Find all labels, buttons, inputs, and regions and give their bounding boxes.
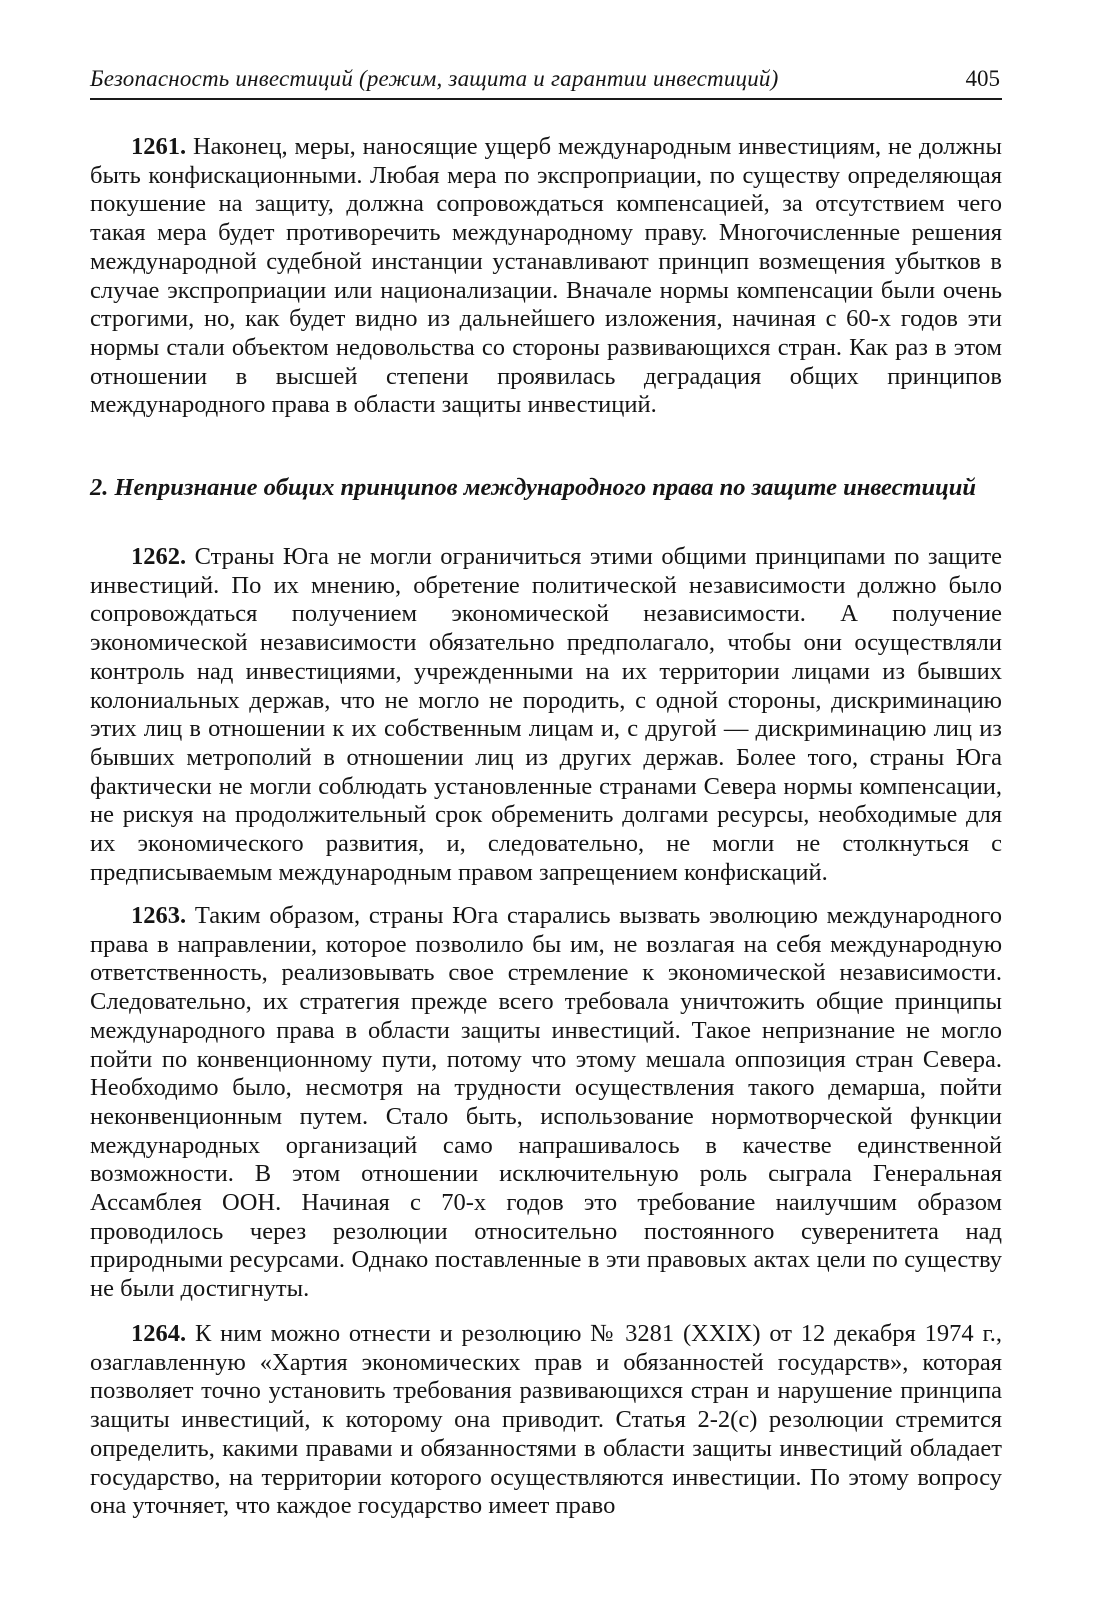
paragraph-text: Наконец, меры, наносящие ущерб международным инвестициям, не должны быть конфискационными. Любая мера по экспроприации, по существу определяющая покушение на защиту, должна сопровождаться компенсацией, за отсутствием чего такая мера будет противоречить международному праву. Многочисленные решения международной судебной инстанции устанавливают принцип возмещения убытков в случае экспроприации или национализации. Вначале нормы компенсации были очень строгими, но, как будет видно из дальнейшего изложения, начиная с 60-х годов эти нормы стали объектом недовольства со стороны развивающихся стран. Как раз в этом отношении в высшей степени проявилась деградация общих принципов международного права в области защиты инвестиций. bbox=[90, 133, 1002, 419]
paragraph-number: 1261. bbox=[131, 133, 187, 160]
paragraph-1261 bbox=[90, 133, 1002, 420]
paragraph-number: 1263. bbox=[131, 902, 187, 929]
paragraph-number: 1264. bbox=[131, 1320, 187, 1347]
paragraph-1264 bbox=[90, 1320, 1002, 1521]
paragraph-1263 bbox=[90, 902, 1002, 1304]
paragraph-text: К ним можно отнести и резолюцию № 3281 (XXIX) от 12 декабря 1974 г., озаглавленную «Хартия экономических прав и обязанностей государств», которая позволяет точно установить требования развивающихся стран и нарушение принципа защиты инвестиций, к которому она приводит. Статья 2-2(c) резолюции стремится определить, какими правами и обязанностями в области защиты инвестиций обладает государство, на территории которого осуществляются инвестиции. По этому вопросу она уточняет, что каждое государство имеет право bbox=[90, 1320, 1002, 1520]
page-number: 405 bbox=[965, 66, 1000, 91]
paragraph-1262 bbox=[90, 543, 1002, 887]
running-title: Безопасность инвестиций (режим, защита и гарантии инвестиций) bbox=[90, 66, 779, 91]
paragraph-text: Таким образом, страны Юга старались вызвать эволюцию международного права в направлении, которое позволило бы им, не возлагая на себя международную ответственность, реализовывать свое стремление к экономической независимости. Следовательно, их стратегия прежде всего требовала уничтожить общие принципы международного права в области защиты инвестиций. Такое непризнание не могло пойти по конвенционному пути, потому что этому мешала оппозиция стран Севера. Необходимо было, несмотря на трудности осуществления такого демарша, пойти неконвенционным путем. Стало быть, использование нормотворческой функции международных организаций само напрашивалось в качестве единственной возможности. В этом отношении исключительную роль сыграла Генеральная Ассамблея ООН. Начиная с 70-х годов это требование наилучшим образом проводилось через резолюции относительно постоянного суверенитета над природными ресурсами. Однако поставленные в эти правовых актах цели по существу не были достигнуты. bbox=[90, 902, 1002, 1303]
paragraph-text: Страны Юга не могли ограничиться этими общими принципами по защите инвестиций. По их мнению, обретение политической независимости должно было сопровождаться получением экономической независимости. А получение экономической независимости обязательно предполагало, чтобы они осуществляли контроль над инвестициями, учрежденными на их территории лицами из бывших колониальных держав, что не могло не породить, с одной стороны, дискриминацию этих лиц в отношении к их собственным лицам и, с другой — дискриминацию лиц из бывших метрополий в отношении лиц из других держав. Более того, страны Юга фактически не могли соблюдать установленные странами Севера нормы компенсации, не рискуя на продолжительный срок обременить долгами ресурсы, необходимые для их экономического развития, и, следовательно, не могли не столкнуться с предписываемым международным правом запрещением конфискаций. bbox=[90, 543, 1002, 886]
paragraph-number: 1262. bbox=[131, 543, 187, 570]
running-header bbox=[90, 62, 1002, 100]
section-heading: 2. Непризнание общих принципов международного права по защите инвестиций bbox=[90, 474, 977, 501]
